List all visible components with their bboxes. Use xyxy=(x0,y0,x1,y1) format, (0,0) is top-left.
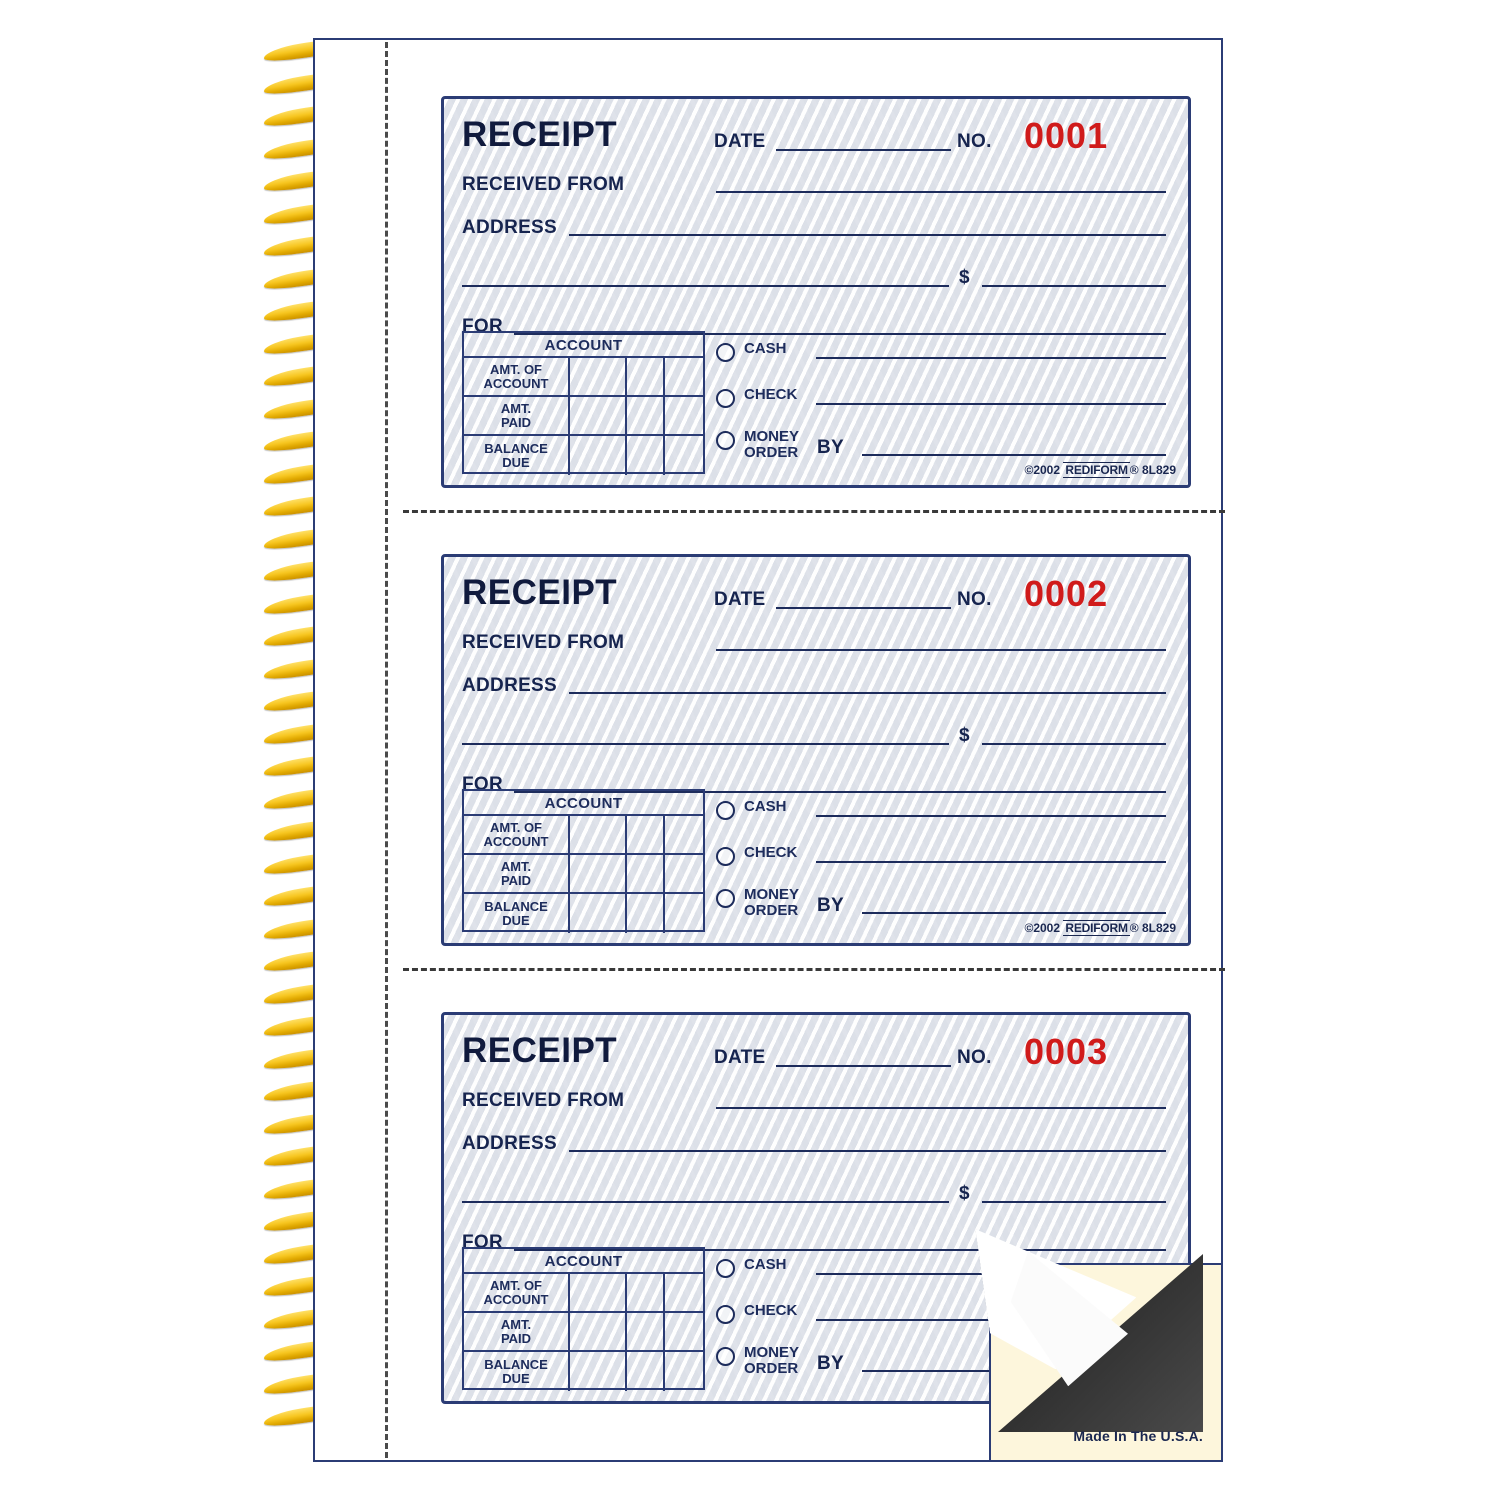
option-label: CASH xyxy=(744,340,787,357)
radio-icon[interactable] xyxy=(716,431,735,450)
page-curl xyxy=(971,1220,1221,1460)
radio-icon[interactable] xyxy=(716,847,735,866)
account-cell[interactable] xyxy=(665,816,703,853)
account-cell[interactable] xyxy=(570,436,627,475)
receipt-pad-sheet xyxy=(313,38,1223,1462)
copyright-text: ©2002 xyxy=(1024,463,1061,477)
receipt-title: RECEIPT xyxy=(462,115,618,154)
option-label: CHECK xyxy=(744,1302,798,1319)
option-label: MONEY ORDER xyxy=(744,1344,800,1377)
no-label: NO. xyxy=(957,589,992,610)
amount-line xyxy=(982,1201,1166,1203)
row-label-line1: AMT. OF xyxy=(490,361,542,377)
by-label: BY xyxy=(817,437,844,458)
receipt-footer xyxy=(1024,463,1176,477)
for-label: FOR xyxy=(462,1232,504,1253)
received-from-label: RECEIVED FROM xyxy=(462,1090,625,1111)
row-label: AMT. OF ACCOUNT xyxy=(464,816,570,853)
row-label: AMT. OF ACCOUNT xyxy=(464,1274,570,1311)
received-from-label: RECEIVED FROM xyxy=(462,174,625,195)
by-line xyxy=(862,454,1166,456)
row-label: AMT. PAID xyxy=(464,855,570,892)
account-table-header: ACCOUNT xyxy=(464,333,703,358)
account-cell[interactable] xyxy=(627,1352,665,1391)
option-label: CHECK xyxy=(744,844,798,861)
table-row xyxy=(464,1313,703,1352)
received-from-line xyxy=(716,649,1166,651)
receipt-title: RECEIPT xyxy=(462,1031,618,1070)
account-cell[interactable] xyxy=(665,1352,703,1391)
table-row xyxy=(464,816,703,855)
account-cell[interactable] xyxy=(627,816,665,853)
dollar-label: $ xyxy=(959,725,970,746)
account-cell[interactable] xyxy=(627,894,665,933)
address-label: ADDRESS xyxy=(462,675,558,696)
made-in-label: Made In The U.S.A. xyxy=(1073,1428,1203,1444)
received-from-line xyxy=(716,1107,1166,1109)
account-cell[interactable] xyxy=(627,1313,665,1350)
row-label xyxy=(464,436,570,475)
date-line xyxy=(776,607,951,609)
form-code: 8L829 xyxy=(1141,463,1176,477)
registered-mark: ® xyxy=(1129,463,1139,477)
date-line xyxy=(776,149,951,151)
radio-icon[interactable] xyxy=(716,1259,735,1278)
no-label: NO. xyxy=(957,131,992,152)
account-cell[interactable] xyxy=(570,1274,627,1311)
account-cell[interactable] xyxy=(570,816,627,853)
table-row xyxy=(464,1352,703,1391)
account-cell[interactable] xyxy=(665,397,703,434)
account-cell[interactable] xyxy=(665,436,703,475)
payment-line-2 xyxy=(816,403,1166,405)
dollar-label: $ xyxy=(959,267,970,288)
for-label: FOR xyxy=(462,316,504,337)
radio-icon[interactable] xyxy=(716,801,735,820)
date-label: DATE xyxy=(714,1047,766,1068)
account-table xyxy=(462,1247,705,1390)
row-label-line1: BALANCE xyxy=(484,440,548,456)
receipt-footer xyxy=(1024,921,1176,935)
by-line xyxy=(862,912,1166,914)
for-label: FOR xyxy=(462,774,504,795)
row-label: BALANCE DUE xyxy=(464,1352,570,1391)
account-cell[interactable] xyxy=(665,1313,703,1350)
account-cell[interactable] xyxy=(570,1313,627,1350)
option-label: CASH xyxy=(744,1256,787,1273)
no-label: NO. xyxy=(957,1047,992,1068)
account-table xyxy=(462,789,705,932)
payment-line-1 xyxy=(816,357,1166,359)
receipt-number: 0002 xyxy=(1024,573,1109,614)
received-from-line xyxy=(716,191,1166,193)
account-cell[interactable] xyxy=(665,894,703,933)
address-label: ADDRESS xyxy=(462,1133,558,1154)
account-cell[interactable] xyxy=(570,397,627,434)
row-label xyxy=(464,358,570,395)
address-line xyxy=(569,692,1166,694)
received-from-label: RECEIVED FROM xyxy=(462,632,625,653)
row-label-line2: PAID xyxy=(500,414,532,430)
account-table-header: ACCOUNT xyxy=(464,1249,703,1274)
account-cell[interactable] xyxy=(627,358,665,395)
account-cell[interactable] xyxy=(665,855,703,892)
receipt-card[interactable] xyxy=(441,96,1191,488)
option-label: MONEY ORDER xyxy=(744,886,800,919)
receipt-number: 0001 xyxy=(1024,115,1109,156)
date-label: DATE xyxy=(714,589,766,610)
row-label-line2: DUE xyxy=(502,454,530,470)
radio-icon[interactable] xyxy=(716,343,735,362)
address-line xyxy=(569,234,1166,236)
payment-line-1 xyxy=(816,815,1166,817)
form-code: 8L829 xyxy=(1141,921,1176,935)
account-table-header: ACCOUNT xyxy=(464,791,703,816)
table-row xyxy=(464,358,703,397)
brand-name: REDIFORM xyxy=(1065,463,1128,477)
account-table xyxy=(462,331,705,474)
account-cell[interactable] xyxy=(665,358,703,395)
row-label-line1: AMT. xyxy=(500,400,532,416)
row-label-line2: ACCOUNT xyxy=(483,375,549,391)
row-label: BALANCE DUE xyxy=(464,894,570,933)
table-row xyxy=(464,436,703,475)
amount-line xyxy=(982,285,1166,287)
date-label: DATE xyxy=(714,131,766,152)
account-cell[interactable] xyxy=(570,855,627,892)
row-label xyxy=(464,397,570,434)
by-label: BY xyxy=(817,1353,844,1374)
payment-line-2 xyxy=(816,861,1166,863)
account-cell[interactable] xyxy=(627,1274,665,1311)
option-label: CASH xyxy=(744,798,787,815)
brand-name: REDIFORM xyxy=(1065,921,1128,935)
registered-mark: ® xyxy=(1129,921,1139,935)
account-cell[interactable] xyxy=(627,397,665,434)
amount-line xyxy=(982,743,1166,745)
receipt-title: RECEIPT xyxy=(462,573,618,612)
radio-icon[interactable] xyxy=(716,1347,735,1366)
perforation-line-1 xyxy=(403,510,1225,513)
amount-words-line xyxy=(462,285,949,287)
radio-icon[interactable] xyxy=(716,389,735,408)
table-row xyxy=(464,894,703,933)
date-line xyxy=(776,1065,951,1067)
receipt-number: 0003 xyxy=(1024,1031,1109,1072)
table-row xyxy=(464,1274,703,1313)
radio-icon[interactable] xyxy=(716,889,735,908)
option-label: CHECK xyxy=(744,386,798,403)
table-row xyxy=(464,855,703,894)
tear-off-line xyxy=(385,42,388,1458)
table-row xyxy=(464,397,703,436)
by-label: BY xyxy=(817,895,844,916)
account-cell[interactable] xyxy=(665,1274,703,1311)
address-line xyxy=(569,1150,1166,1152)
address-label: ADDRESS xyxy=(462,217,558,238)
account-cell[interactable] xyxy=(627,436,665,475)
receipt-card[interactable] xyxy=(441,554,1191,946)
dollar-label: $ xyxy=(959,1183,970,1204)
account-cell[interactable] xyxy=(570,1352,627,1391)
row-label: AMT. PAID xyxy=(464,1313,570,1350)
perforation-line-2 xyxy=(403,968,1225,971)
amount-words-line xyxy=(462,743,949,745)
radio-icon[interactable] xyxy=(716,1305,735,1324)
account-cell[interactable] xyxy=(570,894,627,933)
option-label: MONEY ORDER xyxy=(744,428,800,461)
account-cell[interactable] xyxy=(627,855,665,892)
account-cell[interactable] xyxy=(570,358,627,395)
copyright-text: ©2002 xyxy=(1024,921,1061,935)
amount-words-line xyxy=(462,1201,949,1203)
